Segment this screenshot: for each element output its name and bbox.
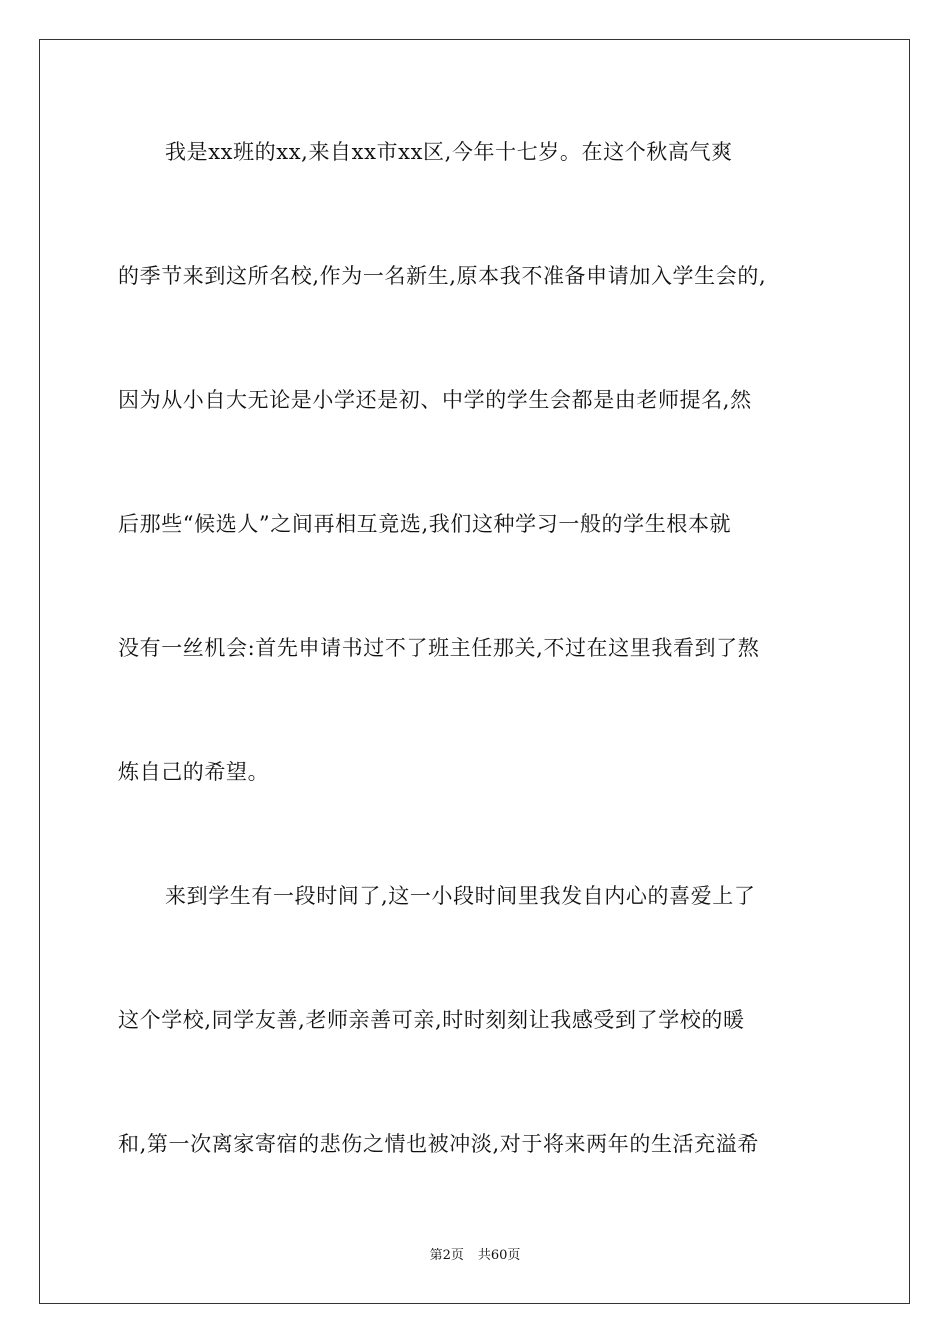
paragraph-line-5: 没有一丝机会:首先申请书过不了班主任那关,不过在这里我看到了熬 <box>118 636 760 660</box>
paragraph-line-7: 来到学生有一段时间了,这一小段时间里我发自内心的喜爱上了 <box>165 884 756 908</box>
paragraph-line-1: 我是xx班的xx,来自xx市xx区,今年十七岁。在这个秋高气爽 <box>165 140 733 164</box>
page-number: 第2页 <box>429 1248 464 1263</box>
paragraph-line-3: 因为从小自大无论是小学还是初、中学的学生会都是由老师提名,然 <box>118 388 752 412</box>
paragraph-line-8: 这个学校,同学友善,老师亲善可亲,时时刻刻让我感受到了学校的暖 <box>118 1008 745 1032</box>
paragraph-line-9: 和,第一次离家寄宿的悲伤之情也被冲淡,对于将来两年的生活充溢希 <box>118 1132 759 1156</box>
page-footer <box>0 1246 950 1266</box>
paragraph-line-2: 的季节来到这所名校,作为一名新生,原本我不准备申请加入学生会的, <box>118 264 767 288</box>
page-border <box>39 39 910 1304</box>
page-total: 共60页 <box>477 1248 521 1263</box>
paragraph-line-6: 炼自己的希望。 <box>118 760 270 784</box>
paragraph-line-4: 后那些“候选人”之间再相互竟选,我们这种学习一般的学生根本就 <box>118 512 732 536</box>
